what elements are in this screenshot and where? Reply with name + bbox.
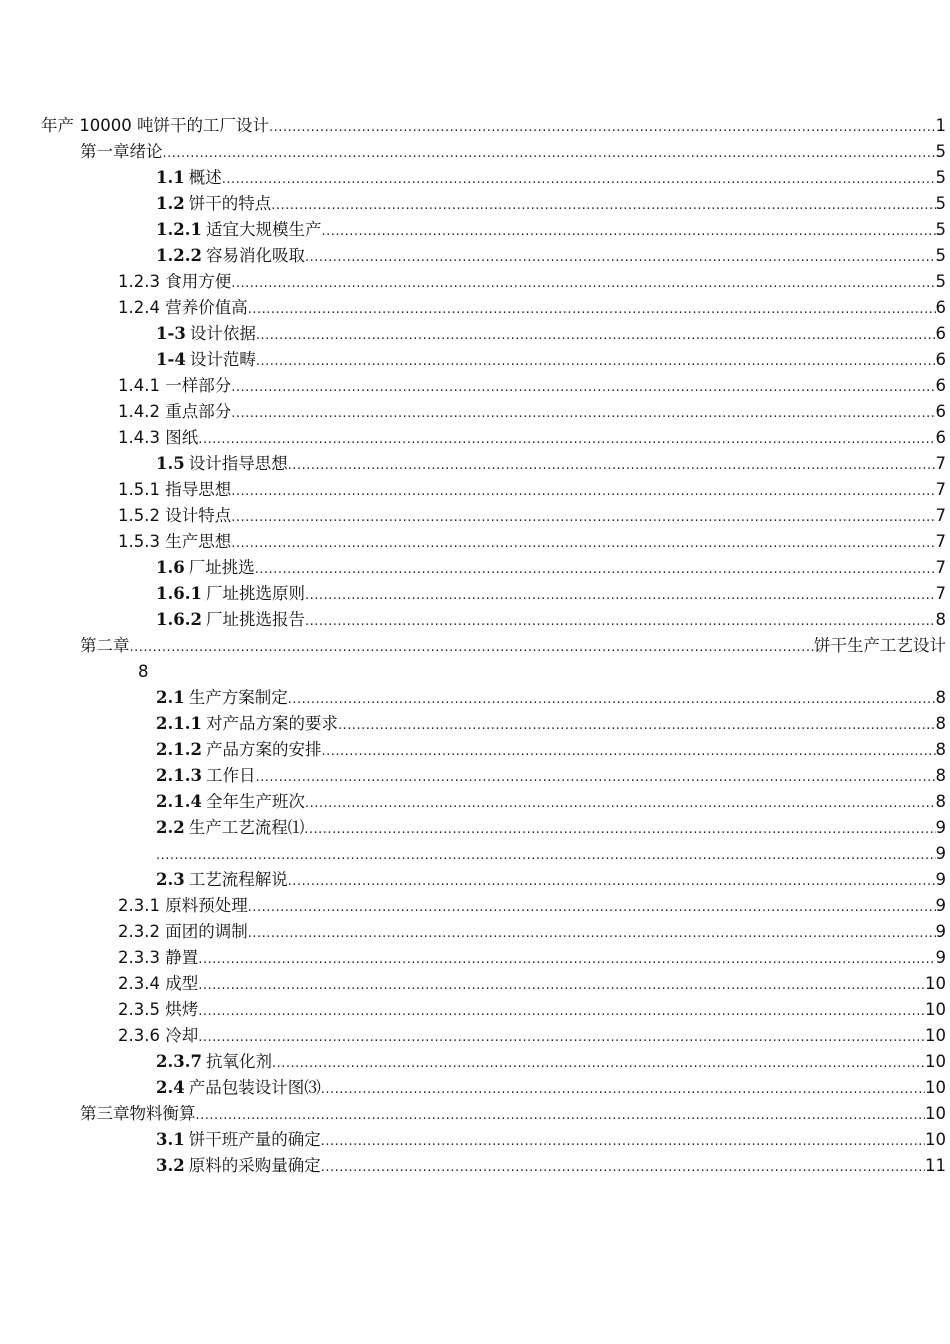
toc-entry-text: 1.2.3 食用方便 xyxy=(118,272,232,291)
toc-page-number: 5 xyxy=(935,272,946,291)
toc-entry[interactable] xyxy=(0,191,950,217)
toc-entry[interactable] xyxy=(0,139,950,165)
toc-entry-title xyxy=(118,971,198,997)
toc-entry-title xyxy=(118,425,198,451)
toc-entry[interactable] xyxy=(0,581,950,607)
toc-entry-text: 1.5.3 生产思想 xyxy=(118,532,232,551)
toc-entry-number: 2.1.4 xyxy=(156,792,202,811)
toc-entry-number: 1-4 xyxy=(156,350,186,369)
toc-entry[interactable] xyxy=(0,451,950,477)
toc-entry-number: 2.1.2 xyxy=(156,740,202,759)
toc-dot-leader xyxy=(305,583,936,609)
toc-page-number: 5 xyxy=(935,142,946,161)
toc-page-number: 5 xyxy=(935,246,946,265)
toc-entry-text: 第三章物料衡算 xyxy=(80,1104,196,1123)
toc-entry[interactable] xyxy=(0,217,950,243)
toc-page-number: 6 xyxy=(935,376,946,395)
toc-dot-leader xyxy=(255,765,935,791)
toc-entry-text: 抗氧化剂 xyxy=(205,1052,272,1071)
toc-entry[interactable] xyxy=(0,893,950,919)
toc-entry-number: 2.4 xyxy=(156,1078,185,1097)
toc-entry-title xyxy=(156,555,255,581)
toc-entry-text: 2.3.2 面团的调制 xyxy=(118,922,248,941)
toc-entry-text: 全年生产班次 xyxy=(205,792,305,811)
toc-entry-title xyxy=(156,815,304,841)
toc-dot-leader xyxy=(198,1025,925,1051)
toc-page-number: 8 xyxy=(935,766,946,785)
toc-entry-title xyxy=(80,1101,196,1127)
toc-entry-title xyxy=(156,1153,321,1179)
toc-entry-number: 1.6 xyxy=(156,558,185,577)
toc-entry[interactable] xyxy=(0,919,950,945)
toc-dot-leader xyxy=(256,349,936,375)
toc-entry-title xyxy=(156,1075,321,1101)
toc-page-number: 7 xyxy=(935,558,946,577)
toc-entry[interactable] xyxy=(0,607,950,633)
toc-entry-text: 设计范畴 xyxy=(189,350,256,369)
toc-entry-title xyxy=(118,893,248,919)
toc-dot-leader xyxy=(321,1155,925,1181)
toc-page-number: 5 xyxy=(935,220,946,239)
toc-page-number: 10 xyxy=(925,1130,946,1149)
toc-entry-text: 饼干班产量的确定 xyxy=(188,1130,321,1149)
toc-page-number: 8 xyxy=(935,740,946,759)
toc-entry[interactable] xyxy=(0,1049,950,1075)
toc-entry[interactable] xyxy=(0,867,950,893)
toc-dot-leader xyxy=(288,869,936,895)
toc-entry-text: 1.5.2 设计特点 xyxy=(118,506,232,525)
toc-entry-text: 1.4.2 重点部分 xyxy=(118,402,232,421)
toc-entry-text: 对产品方案的要求 xyxy=(205,714,338,733)
toc-entry-title xyxy=(156,451,288,477)
toc-dot-leader xyxy=(130,635,815,661)
toc-page-number: 9 xyxy=(935,818,946,837)
toc-entry-text: 产品包装设计图⑶ xyxy=(188,1078,321,1097)
toc-entry[interactable] xyxy=(0,711,950,737)
toc-entry[interactable] xyxy=(0,685,950,711)
toc-entry-title xyxy=(156,347,256,373)
toc-entry-title xyxy=(156,737,321,763)
toc-entry-title xyxy=(156,763,255,789)
toc-entry-title xyxy=(118,1023,198,1049)
toc-entry-number: 2.1 xyxy=(156,688,185,707)
toc-dot-leader xyxy=(304,817,935,843)
toc-page-number: 8 xyxy=(935,792,946,811)
toc-entry-title xyxy=(118,529,231,555)
toc-entry[interactable] xyxy=(0,113,950,139)
toc-entry[interactable] xyxy=(0,997,950,1023)
toc-entry-number: 2.1.1 xyxy=(156,714,202,733)
toc-entry-text: 2.3.1 原料预处理 xyxy=(118,896,248,915)
toc-entry[interactable] xyxy=(0,503,950,529)
toc-entry[interactable] xyxy=(0,763,950,789)
toc-page-number: 5 xyxy=(935,194,946,213)
toc-entry-title xyxy=(156,581,305,607)
toc-entry-title xyxy=(118,295,248,321)
toc-entry-title xyxy=(156,217,321,243)
toc-entry-text: 饼干的特点 xyxy=(188,194,272,213)
toc-entry-text: 厂址挑选原则 xyxy=(205,584,305,603)
toc-entry-number: 1.5 xyxy=(156,454,185,473)
toc-dot-leader xyxy=(231,401,935,427)
toc-entry-title xyxy=(41,113,269,139)
toc-page-number: 6 xyxy=(935,350,946,369)
toc-page-number: 6 xyxy=(935,428,946,447)
toc-page-number: 6 xyxy=(935,402,946,421)
toc-page-number: 饼干生产工艺设计 xyxy=(814,636,946,655)
toc-entry-number: 3.1 xyxy=(156,1130,185,1149)
toc-entry-title xyxy=(156,243,305,269)
table-of-contents xyxy=(0,113,950,1179)
toc-entry-title xyxy=(156,867,288,893)
toc-dot-leader xyxy=(269,115,936,141)
toc-entry-title xyxy=(156,789,305,815)
toc-entry-text: 8 xyxy=(138,662,149,681)
toc-entry-text: 适宜大规模生产 xyxy=(205,220,322,239)
toc-page-number: 10 xyxy=(925,1026,946,1045)
toc-entry[interactable] xyxy=(0,243,950,269)
toc-entry-title xyxy=(156,165,222,191)
toc-entry[interactable] xyxy=(0,295,950,321)
toc-dot-leader xyxy=(163,141,936,167)
toc-dot-leader xyxy=(231,271,935,297)
toc-dot-leader xyxy=(305,245,936,271)
toc-dot-leader xyxy=(231,505,935,531)
toc-page-number: 10 xyxy=(925,1078,946,1097)
toc-entry-title xyxy=(118,477,231,503)
toc-entry-title xyxy=(118,503,231,529)
toc-entry-text: 厂址挑选报告 xyxy=(205,610,305,629)
toc-entry-text: 2.3.5 烘烤 xyxy=(118,1000,199,1019)
toc-dot-leader xyxy=(156,843,936,869)
toc-entry[interactable] xyxy=(0,1127,950,1153)
toc-entry-number: 1.2.2 xyxy=(156,246,202,265)
toc-entry[interactable] xyxy=(0,425,950,451)
toc-entry[interactable] xyxy=(0,945,950,971)
toc-page-number: 5 xyxy=(935,168,946,187)
toc-dot-leader xyxy=(248,921,936,947)
toc-entry[interactable] xyxy=(0,165,950,191)
toc-dot-leader xyxy=(288,453,936,479)
toc-entry-title xyxy=(80,139,163,165)
toc-entry-text: 生产工艺流程⑴ xyxy=(188,818,305,837)
toc-dot-leader xyxy=(321,219,935,245)
toc-entry-number: 1.1 xyxy=(156,168,185,187)
toc-entry-title xyxy=(118,269,231,295)
toc-dot-leader xyxy=(338,713,936,739)
toc-entry-text: 容易消化吸取 xyxy=(205,246,305,265)
toc-page-number: 11 xyxy=(925,1156,946,1175)
toc-entry-text: 概述 xyxy=(188,168,222,187)
toc-dot-leader xyxy=(305,609,936,635)
toc-dot-leader xyxy=(198,973,925,999)
toc-dot-leader xyxy=(255,557,936,583)
toc-dot-leader xyxy=(198,427,935,453)
toc-entry[interactable] xyxy=(0,269,950,295)
toc-dot-leader xyxy=(305,791,936,817)
toc-entry-number: 1.6.2 xyxy=(156,610,202,629)
toc-page-number: 10 xyxy=(925,1104,946,1123)
toc-entry-title xyxy=(156,191,271,217)
toc-entry-text: 2.3.3 静置 xyxy=(118,948,199,967)
toc-entry-text: 第一章绪论 xyxy=(80,142,163,161)
toc-entry[interactable] xyxy=(0,1023,950,1049)
toc-entry-title xyxy=(118,919,248,945)
toc-page-number: 9 xyxy=(935,896,946,915)
toc-entry-number: 1.2 xyxy=(156,194,185,213)
toc-entry-text: 生产方案制定 xyxy=(188,688,288,707)
toc-entry-text: 原料的采购量确定 xyxy=(188,1156,321,1175)
toc-page-number: 6 xyxy=(935,298,946,317)
toc-page-number: 7 xyxy=(935,480,946,499)
toc-page-number: 10 xyxy=(925,1000,946,1019)
toc-entry-number: 2.3 xyxy=(156,870,185,889)
toc-entry[interactable] xyxy=(0,477,950,503)
toc-entry-title xyxy=(118,373,231,399)
toc-page-number: 8 xyxy=(935,610,946,629)
toc-dot-leader xyxy=(231,531,935,557)
toc-page-number: 7 xyxy=(935,454,946,473)
toc-page-number: 9 xyxy=(935,870,946,889)
toc-entry-text: 工艺流程解说 xyxy=(188,870,288,889)
toc-page-number: 9 xyxy=(935,844,946,863)
toc-entry[interactable] xyxy=(0,373,950,399)
toc-page-number: 10 xyxy=(925,1052,946,1071)
toc-entry-title xyxy=(156,607,305,633)
toc-dot-leader xyxy=(198,999,925,1025)
toc-dot-leader xyxy=(248,895,936,921)
toc-page-number: 8 xyxy=(935,688,946,707)
toc-entry-number: 1.6.1 xyxy=(156,584,202,603)
toc-dot-leader xyxy=(271,193,935,219)
toc-entry-text: 1.4.3 图纸 xyxy=(118,428,199,447)
toc-entry-text: 年产 10000 吨饼干的工厂设计 xyxy=(41,116,269,135)
toc-entry-text: 厂址挑选 xyxy=(188,558,255,577)
toc-page-number: 10 xyxy=(925,974,946,993)
toc-page-number: 6 xyxy=(935,324,946,343)
toc-entry[interactable] xyxy=(0,737,950,763)
toc-entry[interactable] xyxy=(0,659,950,685)
toc-entry[interactable] xyxy=(0,815,950,841)
toc-dot-leader xyxy=(288,687,936,713)
toc-entry-number: 3.2 xyxy=(156,1156,185,1175)
toc-entry-number: 2.2 xyxy=(156,818,185,837)
toc-entry-number: 2.3.7 xyxy=(156,1052,202,1071)
toc-entry[interactable] xyxy=(0,529,950,555)
toc-page-number: 7 xyxy=(935,506,946,525)
toc-entry-text: 第二章 xyxy=(80,636,130,655)
toc-entry-title xyxy=(156,711,338,737)
toc-dot-leader xyxy=(248,297,936,323)
toc-page-number: 7 xyxy=(935,532,946,551)
toc-page-number: 1 xyxy=(935,116,946,135)
toc-entry-text: 1.4.1 一样部分 xyxy=(118,376,232,395)
toc-page-number: 9 xyxy=(935,948,946,967)
toc-entry-text: 1.2.4 营养价值高 xyxy=(118,298,248,317)
toc-entry[interactable] xyxy=(0,347,950,373)
toc-entry-title xyxy=(80,633,130,659)
toc-entry[interactable] xyxy=(0,321,950,347)
toc-entry[interactable] xyxy=(0,555,950,581)
toc-dot-leader xyxy=(198,947,935,973)
toc-dot-leader xyxy=(272,1051,925,1077)
toc-entry-title xyxy=(118,997,198,1023)
toc-entry-title xyxy=(118,945,198,971)
toc-entry-text: 产品方案的安排 xyxy=(205,740,322,759)
toc-dot-leader xyxy=(231,479,935,505)
toc-dot-leader xyxy=(321,739,935,765)
toc-entry-title xyxy=(118,399,231,425)
toc-dot-leader xyxy=(321,1129,925,1155)
toc-entry[interactable] xyxy=(0,1153,950,1179)
toc-entry-text: 2.3.4 成型 xyxy=(118,974,199,993)
toc-entry-number: 1.2.1 xyxy=(156,220,202,239)
toc-dot-leader xyxy=(321,1077,925,1103)
toc-entry-number: 2.1.3 xyxy=(156,766,202,785)
toc-entry[interactable] xyxy=(0,789,950,815)
toc-page-number: 8 xyxy=(935,714,946,733)
toc-entry-text: 设计依据 xyxy=(189,324,256,343)
toc-page-number: 9 xyxy=(935,922,946,941)
toc-page-number: 7 xyxy=(935,584,946,603)
toc-dot-leader xyxy=(196,1103,926,1129)
toc-entry-text: 设计指导思想 xyxy=(188,454,288,473)
toc-entry[interactable] xyxy=(0,399,950,425)
toc-entry-text: 工作日 xyxy=(205,766,256,785)
toc-dot-leader xyxy=(222,167,936,193)
toc-entry-text: 2.3.6 冷却 xyxy=(118,1026,199,1045)
toc-entry[interactable] xyxy=(0,1101,950,1127)
toc-entry-title xyxy=(156,321,256,347)
toc-entry-text: 1.5.1 指导思想 xyxy=(118,480,232,499)
toc-entry-title xyxy=(156,685,288,711)
toc-dot-leader xyxy=(256,323,936,349)
toc-entry-title xyxy=(156,1127,321,1153)
toc-entry[interactable] xyxy=(0,971,950,997)
toc-entry-number: 1-3 xyxy=(156,324,186,343)
toc-entry-title xyxy=(138,659,149,685)
toc-entry[interactable] xyxy=(0,633,950,659)
toc-entry[interactable] xyxy=(0,841,950,867)
toc-entry[interactable] xyxy=(0,1075,950,1101)
toc-entry-title xyxy=(156,1049,272,1075)
toc-dot-leader xyxy=(231,375,935,401)
